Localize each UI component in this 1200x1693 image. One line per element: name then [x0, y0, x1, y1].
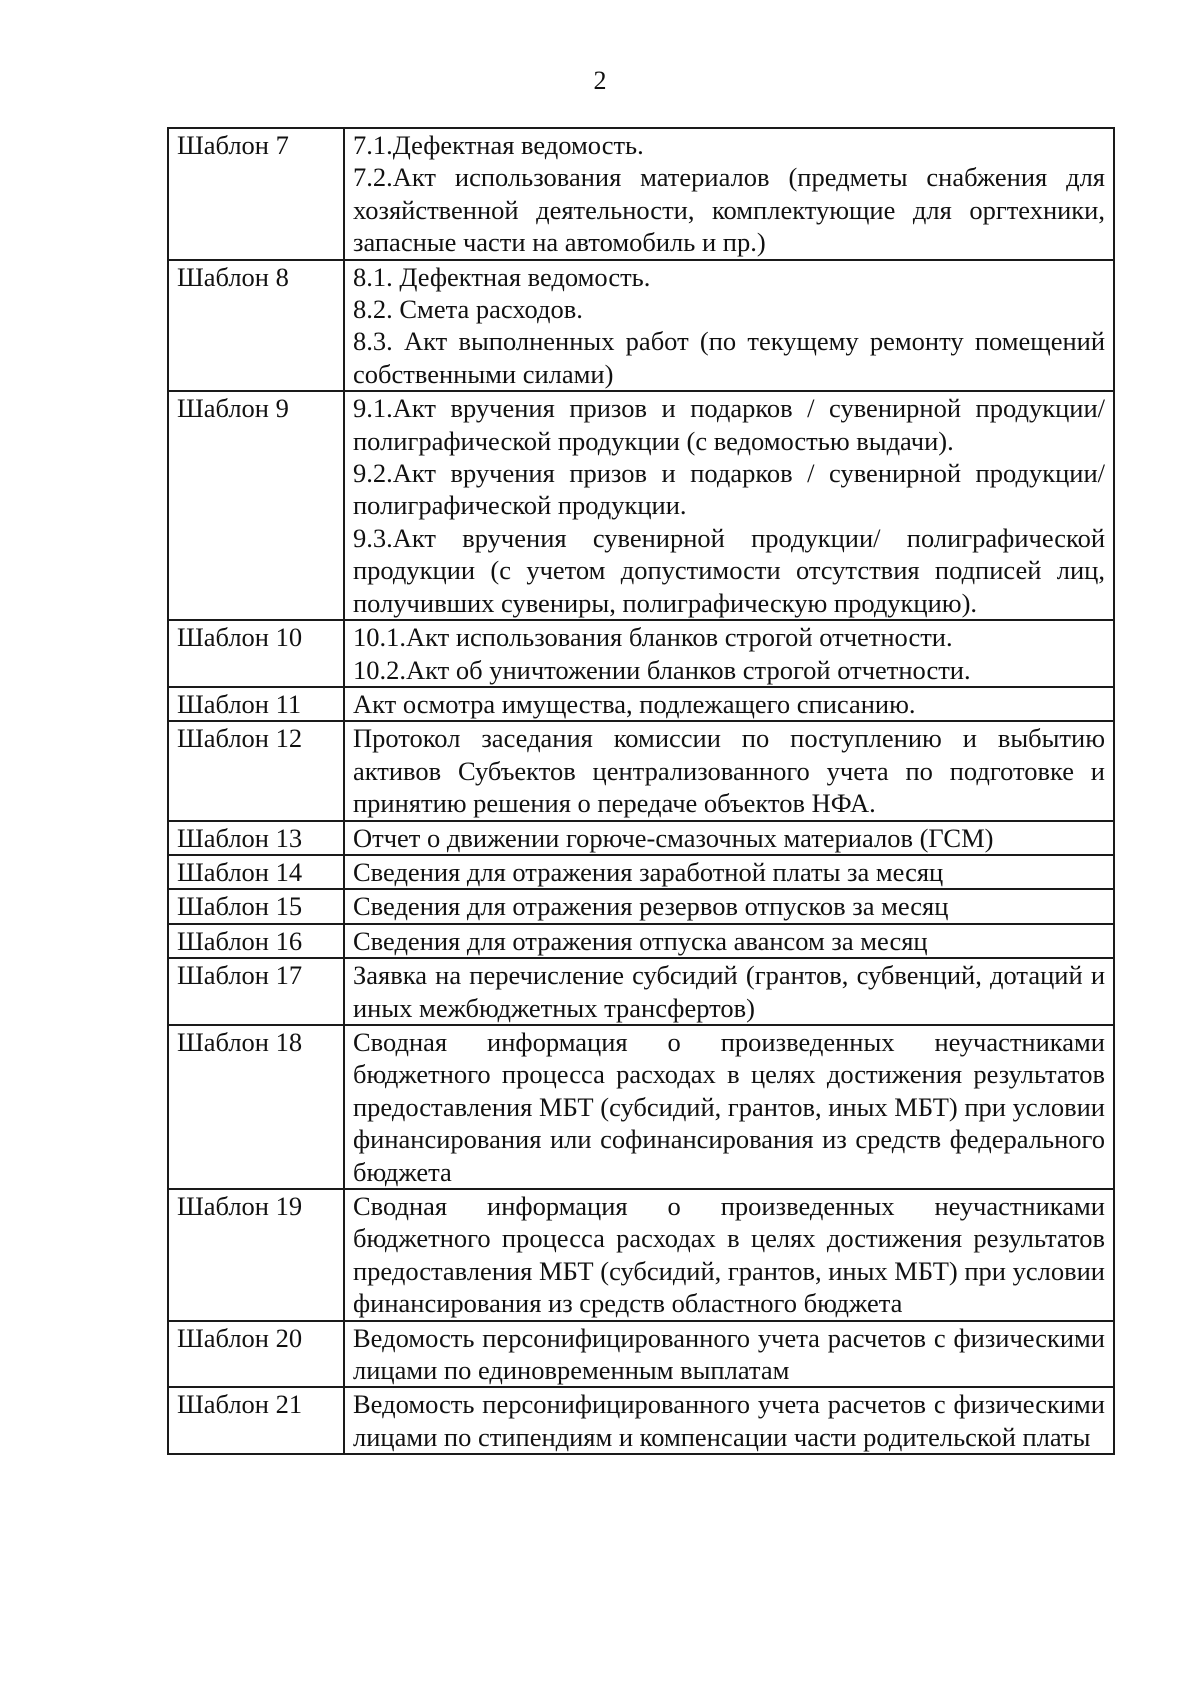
template-label: Шаблон 18: [168, 1025, 344, 1189]
template-description: [344, 1321, 1114, 1388]
table-row: [168, 1387, 1114, 1454]
description-item: Сводная информация о произведенных неучастниками бюджетного процесса расходах в целях достижения результатов предоставления МБТ (субсидий, грантов, иных МБТ) при условии финансирования из средств областного бюджета: [353, 1191, 1105, 1319]
template-label: Шаблон 17: [168, 958, 344, 1025]
template-description: [344, 128, 1114, 260]
table-row: [168, 1189, 1114, 1321]
table-row: [168, 1025, 1114, 1189]
template-description: [344, 958, 1114, 1025]
description-item: 9.1.Акт вручения призов и подарков / сувенирной продукции/ полиграфической продукции (с ведомостью выдачи).: [353, 393, 1105, 456]
templates-table: [167, 127, 1115, 1455]
template-label: Шаблон 10: [168, 620, 344, 687]
template-description: [344, 1025, 1114, 1189]
table-row: [168, 260, 1114, 392]
template-description: [344, 924, 1114, 958]
template-description: [344, 391, 1114, 620]
table-row: [168, 855, 1114, 889]
table-row: [168, 620, 1114, 687]
description-item: Ведомость персонифицированного учета расчетов с физическими лицами по стипендиям и компенсации части родительской платы: [353, 1389, 1105, 1452]
template-description: [344, 1189, 1114, 1321]
table-row: [168, 924, 1114, 958]
template-label: Шаблон 9: [168, 391, 344, 620]
template-label: Шаблон 19: [168, 1189, 344, 1321]
description-item: 8.1. Дефектная ведомость.: [353, 261, 651, 292]
description-item: Сводная информация о произведенных неучастниками бюджетного процесса расходах в целях достижения результатов предоставления МБТ (субсидий, грантов, иных МБТ) при условии финансирования или софинансирования из средств федерального бюджета: [353, 1026, 1105, 1187]
table-row: [168, 1321, 1114, 1388]
template-label: Шаблон 14: [168, 855, 344, 889]
table-row: [168, 391, 1114, 620]
template-description: [344, 260, 1114, 392]
template-label: Шаблон 8: [168, 260, 344, 392]
description-item: 9.2.Акт вручения призов и подарков / сувенирной продукции/ полиграфической продукции.: [353, 458, 1105, 521]
description-item: 9.3.Акт вручения сувенирной продукции/ полиграфической продукции (с учетом допустимости отсутствия подписей лиц, получивших сувениры, полиграфическую продукцию).: [353, 522, 1105, 618]
description-item: Ведомость персонифицированного учета расчетов с физическими лицами по единовременным выплатам: [353, 1322, 1105, 1386]
table-row: [168, 958, 1114, 1025]
description-item: Заявка на перечисление субсидий (грантов, субвенций, дотаций и иных межбюджетных трансфертов): [353, 960, 1105, 1023]
page-number: 2: [593, 66, 607, 95]
description-item: Сведения для отражения отпуска авансом за месяц: [353, 925, 928, 956]
template-label: Шаблон 21: [168, 1387, 344, 1454]
description-item: 8.3. Акт выполненных работ (по текущему ремонту помещений собственными силами): [353, 326, 1105, 389]
template-label: Шаблон 16: [168, 924, 344, 958]
description-item: Протокол заседания комиссии по поступлению и выбытию активов Субъектов централизованного учета по подготовке и принятию решения о передаче объектов НФА.: [353, 723, 1105, 819]
description-item: Сведения для отражения резервов отпусков за месяц: [353, 891, 949, 922]
description-item: Акт осмотра имущества, подлежащего списанию.: [353, 688, 916, 719]
template-description: [344, 721, 1114, 820]
table-row: [168, 821, 1114, 855]
description-item: 7.2.Акт использования материалов (предметы снабжения для хозяйственной деятельности, комплектующие для оргтехники, запасные части на автомобиль и пр.): [353, 162, 1105, 258]
template-label: Шаблон 15: [168, 889, 344, 923]
description-item: 10.1.Акт использования бланков строгой отчетности.: [353, 622, 953, 653]
description-item: 8.2. Смета расходов.: [353, 294, 583, 325]
description-item: 10.2.Акт об уничтожении бланков строгой отчетности.: [353, 654, 971, 685]
template-description: [344, 687, 1114, 721]
template-description: [344, 821, 1114, 855]
description-item: 7.1.Дефектная ведомость.: [353, 130, 644, 160]
description-item: Отчет о движении горюче-смазочных материалов (ГСМ): [353, 822, 994, 853]
template-description: [344, 1387, 1114, 1454]
table-row: [168, 889, 1114, 923]
table-row: [168, 687, 1114, 721]
table-row: [168, 721, 1114, 820]
template-label: Шаблон 12: [168, 721, 344, 820]
template-description: [344, 855, 1114, 889]
template-description: [344, 889, 1114, 923]
table-row: [168, 128, 1114, 260]
template-label: Шаблон 7: [168, 128, 344, 260]
template-label: Шаблон 11: [168, 687, 344, 721]
description-item: Сведения для отражения заработной платы за месяц: [353, 856, 944, 887]
template-label: Шаблон 13: [168, 821, 344, 855]
template-label: Шаблон 20: [168, 1321, 344, 1388]
template-description: [344, 620, 1114, 687]
